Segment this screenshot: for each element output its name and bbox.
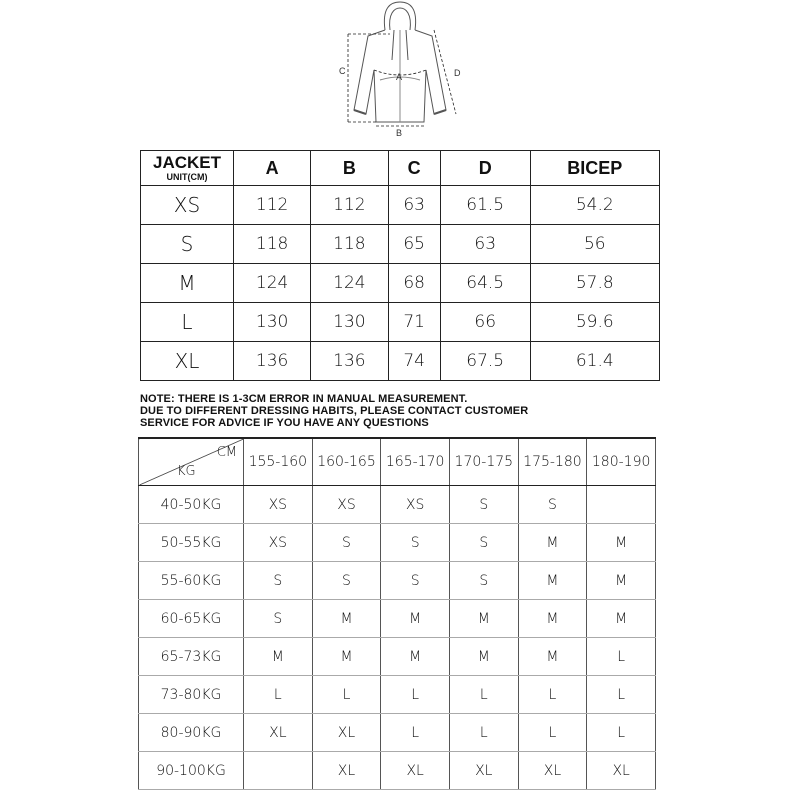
weight-cell: 50-55KG bbox=[139, 524, 244, 562]
recommended-size-cell: XL bbox=[381, 752, 450, 790]
recommended-size-cell: M bbox=[449, 638, 518, 676]
recommended-size-cell: S bbox=[449, 524, 518, 562]
height-header: 170-175 bbox=[449, 438, 518, 486]
size-name-cell: M bbox=[141, 264, 234, 303]
label-b: B bbox=[396, 128, 403, 138]
measurement-cell: 136 bbox=[311, 342, 388, 381]
recommended-size-cell: XL bbox=[312, 714, 381, 752]
measurement-cell: 68 bbox=[388, 264, 440, 303]
weight-row bbox=[139, 524, 656, 562]
recommended-size-cell bbox=[244, 752, 313, 790]
recommended-size-cell: M bbox=[312, 638, 381, 676]
height-header: 160-165 bbox=[312, 438, 381, 486]
measurement-cell: 124 bbox=[311, 264, 388, 303]
recommended-size-cell: M bbox=[587, 600, 656, 638]
measurement-cell: 64.5 bbox=[440, 264, 530, 303]
weight-cell: 80-90KG bbox=[139, 714, 244, 752]
recommended-size-cell: M bbox=[244, 638, 313, 676]
recommended-size-cell: S bbox=[312, 524, 381, 562]
measurement-cell: 63 bbox=[440, 225, 530, 264]
weight-row bbox=[139, 562, 656, 600]
height-header: 165-170 bbox=[381, 438, 450, 486]
recommended-size-cell: S bbox=[381, 524, 450, 562]
measurement-cell: 59.6 bbox=[530, 303, 659, 342]
recommended-size-cell bbox=[587, 486, 656, 524]
recommended-size-cell: XL bbox=[312, 752, 381, 790]
column-header: B bbox=[311, 151, 388, 186]
recommended-size-cell: S bbox=[312, 562, 381, 600]
measurement-cell: 124 bbox=[234, 264, 311, 303]
weight-cell: 90-100KG bbox=[139, 752, 244, 790]
cm-axis-label: CM bbox=[216, 445, 237, 460]
measurement-cell: 63 bbox=[388, 186, 440, 225]
recommended-size-cell: XS bbox=[312, 486, 381, 524]
measurement-cell: 130 bbox=[311, 303, 388, 342]
recommended-size-cell: L bbox=[518, 676, 587, 714]
recommended-size-cell: XL bbox=[244, 714, 313, 752]
measurement-cell: 136 bbox=[234, 342, 311, 381]
column-header: D bbox=[440, 151, 530, 186]
recommendation-header bbox=[139, 438, 656, 486]
measurement-cell: 74 bbox=[388, 342, 440, 381]
measurement-cell: 65 bbox=[388, 225, 440, 264]
recommended-size-cell: L bbox=[449, 676, 518, 714]
size-row bbox=[141, 342, 660, 381]
column-header: BICEP bbox=[530, 151, 659, 186]
kg-axis-label: KG bbox=[177, 464, 196, 479]
recommended-size-cell: M bbox=[518, 600, 587, 638]
weight-row bbox=[139, 676, 656, 714]
size-name-cell: XS bbox=[141, 186, 234, 225]
recommended-size-cell: XL bbox=[587, 752, 656, 790]
recommended-size-cell: L bbox=[518, 714, 587, 752]
label-d: D bbox=[454, 68, 461, 78]
measurement-note bbox=[140, 393, 680, 429]
recommended-size-cell: L bbox=[587, 638, 656, 676]
measurement-cell: 67.5 bbox=[440, 342, 530, 381]
recommended-size-cell: XS bbox=[381, 486, 450, 524]
measurement-cell: 56 bbox=[530, 225, 659, 264]
weight-cell: 65-73KG bbox=[139, 638, 244, 676]
size-row bbox=[141, 186, 660, 225]
weight-row bbox=[139, 486, 656, 524]
measurement-cell: 54.2 bbox=[530, 186, 659, 225]
measurement-cell: 57.8 bbox=[530, 264, 659, 303]
recommended-size-cell: M bbox=[381, 638, 450, 676]
measurement-cell: 118 bbox=[234, 225, 311, 264]
weight-cell: 73-80KG bbox=[139, 676, 244, 714]
height-header: 175-180 bbox=[518, 438, 587, 486]
column-header: A bbox=[234, 151, 311, 186]
recommended-size-cell: M bbox=[587, 524, 656, 562]
note-line: DUE TO DIFFERENT DRESSING HABITS, PLEASE CONTACT CUSTOMER bbox=[140, 405, 529, 417]
weight-row bbox=[139, 638, 656, 676]
column-header: C bbox=[388, 151, 440, 186]
size-recommendation-table bbox=[138, 437, 656, 790]
recommended-size-cell: L bbox=[587, 714, 656, 752]
recommended-size-cell: L bbox=[244, 676, 313, 714]
height-header: 180-190 bbox=[587, 438, 656, 486]
recommended-size-cell: M bbox=[518, 638, 587, 676]
measurement-cell: 118 bbox=[311, 225, 388, 264]
jacket-size-table bbox=[140, 150, 660, 381]
size-row bbox=[141, 303, 660, 342]
weight-row bbox=[139, 714, 656, 752]
measurement-cell: 71 bbox=[388, 303, 440, 342]
recommended-size-cell: XL bbox=[518, 752, 587, 790]
size-name-cell: S bbox=[141, 225, 234, 264]
recommended-size-cell: XS bbox=[244, 486, 313, 524]
weight-cell: 60-65KG bbox=[139, 600, 244, 638]
weight-row bbox=[139, 600, 656, 638]
recommended-size-cell: L bbox=[381, 714, 450, 752]
measurement-cell: 66 bbox=[440, 303, 530, 342]
axis-corner-cell bbox=[139, 438, 244, 486]
recommended-size-cell: S bbox=[244, 562, 313, 600]
recommended-size-cell: S bbox=[449, 486, 518, 524]
size-row bbox=[141, 264, 660, 303]
recommended-size-cell: L bbox=[449, 714, 518, 752]
measurement-cell: 112 bbox=[234, 186, 311, 225]
note-line: NOTE: THERE IS 1-3CM ERROR IN MANUAL MEASUREMENT. bbox=[140, 393, 468, 405]
jacket-title: JACKET bbox=[152, 153, 221, 172]
recommended-size-cell: S bbox=[449, 562, 518, 600]
size-row bbox=[141, 225, 660, 264]
note-line: SERVICE FOR ADVICE IF YOU HAVE ANY QUESTIONS bbox=[140, 417, 429, 429]
recommended-size-cell: M bbox=[449, 600, 518, 638]
recommended-size-cell: M bbox=[518, 562, 587, 600]
height-header: 155-160 bbox=[244, 438, 313, 486]
weight-row bbox=[139, 752, 656, 790]
size-table-header bbox=[141, 151, 660, 186]
recommended-size-cell: S bbox=[518, 486, 587, 524]
jacket-measurement-illustration bbox=[330, 0, 470, 140]
recommended-size-cell: S bbox=[244, 600, 313, 638]
label-a: A bbox=[396, 72, 403, 82]
recommended-size-cell: M bbox=[587, 562, 656, 600]
weight-cell: 40-50KG bbox=[139, 486, 244, 524]
recommended-size-cell: L bbox=[381, 676, 450, 714]
recommended-size-cell: M bbox=[381, 600, 450, 638]
recommended-size-cell: M bbox=[518, 524, 587, 562]
jacket-header-cell bbox=[141, 151, 234, 186]
measurement-cell: 112 bbox=[311, 186, 388, 225]
recommended-size-cell: XL bbox=[449, 752, 518, 790]
recommended-size-cell: M bbox=[312, 600, 381, 638]
label-c: C bbox=[339, 66, 346, 76]
size-name-cell: L bbox=[141, 303, 234, 342]
recommended-size-cell: XS bbox=[244, 524, 313, 562]
weight-cell: 55-60KG bbox=[139, 562, 244, 600]
measurement-cell: 61.4 bbox=[530, 342, 659, 381]
recommended-size-cell: L bbox=[587, 676, 656, 714]
measurement-cell: 61.5 bbox=[440, 186, 530, 225]
size-name-cell: XL bbox=[141, 342, 234, 381]
recommended-size-cell: S bbox=[381, 562, 450, 600]
measurement-cell: 130 bbox=[234, 303, 311, 342]
recommended-size-cell: L bbox=[312, 676, 381, 714]
jacket-unit: UNIT(CM) bbox=[166, 172, 208, 182]
